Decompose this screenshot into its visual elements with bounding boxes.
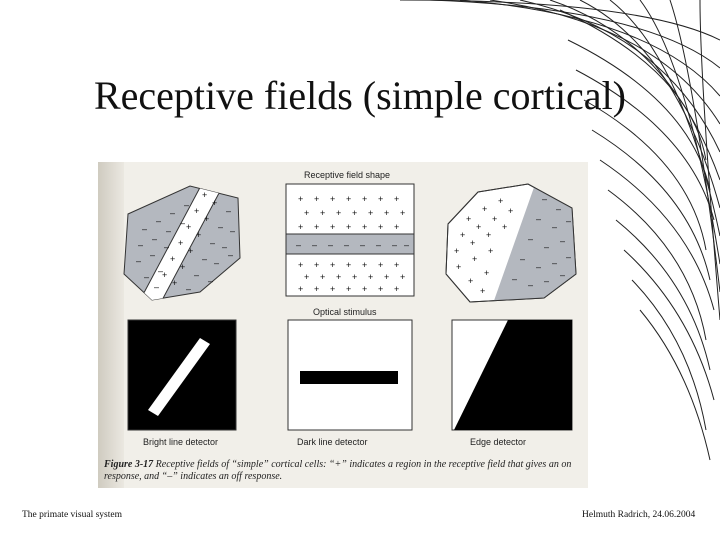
on-mark: +	[304, 208, 310, 218]
on-mark: +	[314, 222, 320, 232]
on-mark: +	[394, 194, 400, 204]
on-mark: +	[378, 260, 384, 270]
on-mark: +	[394, 284, 400, 294]
off-mark: –	[144, 272, 150, 282]
figure-number: Figure 3-17	[104, 459, 154, 470]
footer-right: Helmuth Radrich, 24.06.2004	[582, 510, 696, 520]
figure-caption-text: Receptive fields of “simple” cortical cells: “+” indicates a region in the receptive field that gives an on response, and “–” indicates an off response.	[104, 459, 572, 482]
off-mark: –	[556, 204, 562, 214]
optical-stimulus-label: Optical stimulus	[313, 307, 377, 317]
on-mark: +	[346, 222, 352, 232]
off-mark: –	[544, 276, 550, 286]
off-mark: –	[166, 226, 172, 236]
receptive-field-shape-label: Receptive field shape	[304, 170, 391, 180]
off-mark: –	[566, 252, 572, 262]
on-mark: +	[456, 262, 462, 272]
on-mark: +	[400, 272, 406, 282]
stimulus-edge	[452, 320, 572, 430]
on-mark: +	[298, 284, 304, 294]
receptive-field-middle	[286, 184, 414, 296]
on-mark: +	[188, 246, 194, 256]
on-mark: +	[352, 208, 358, 218]
receptive-field-left	[124, 180, 240, 304]
on-mark: +	[298, 222, 304, 232]
off-mark: –	[520, 254, 526, 264]
on-mark: +	[162, 270, 168, 280]
off-mark: –	[512, 274, 518, 284]
off-mark: –	[156, 216, 162, 226]
off-mark: –	[344, 240, 350, 250]
off-mark: –	[536, 214, 542, 224]
off-mark: –	[154, 282, 160, 292]
off-mark: –	[544, 242, 550, 252]
off-mark: –	[376, 240, 382, 250]
on-mark: +	[378, 194, 384, 204]
on-mark: +	[488, 246, 494, 256]
on-mark: +	[368, 272, 374, 282]
off-mark: –	[404, 240, 410, 250]
off-mark: –	[184, 200, 190, 210]
on-mark: +	[454, 246, 460, 256]
on-mark: +	[362, 222, 368, 232]
on-mark: +	[298, 194, 304, 204]
on-mark: +	[212, 198, 218, 208]
off-mark: –	[138, 240, 144, 250]
on-mark: +	[362, 260, 368, 270]
on-mark: +	[330, 222, 336, 232]
on-mark: +	[470, 238, 476, 248]
on-mark: +	[336, 272, 342, 282]
on-mark: +	[346, 194, 352, 204]
off-mark: –	[542, 194, 548, 204]
on-mark: +	[320, 208, 326, 218]
on-mark: +	[320, 272, 326, 282]
on-mark: +	[466, 214, 472, 224]
on-mark: +	[460, 230, 466, 240]
off-mark: –	[150, 250, 156, 260]
on-mark: +	[368, 208, 374, 218]
on-mark: +	[172, 278, 178, 288]
receptive-field-right	[446, 176, 588, 312]
off-mark: –	[180, 218, 186, 228]
off-mark: –	[552, 222, 558, 232]
off-mark: –	[360, 240, 366, 250]
on-mark: +	[508, 206, 514, 216]
off-mark: –	[158, 266, 164, 276]
off-mark: –	[222, 242, 228, 252]
on-mark: +	[384, 272, 390, 282]
on-mark: +	[476, 222, 482, 232]
on-mark: +	[362, 194, 368, 204]
on-mark: +	[486, 230, 492, 240]
off-mark: –	[194, 270, 200, 280]
off-mark: –	[528, 234, 534, 244]
off-mark: –	[566, 216, 572, 226]
on-mark: +	[482, 204, 488, 214]
panel-label-dark-line: Dark line detector	[297, 437, 368, 447]
off-mark: –	[136, 256, 142, 266]
panel-label-bright-line: Bright line detector	[143, 437, 219, 447]
on-mark: +	[362, 284, 368, 294]
on-mark: +	[378, 222, 384, 232]
on-mark: +	[498, 196, 504, 206]
on-mark: +	[468, 276, 474, 286]
off-mark: –	[528, 280, 534, 290]
on-mark: +	[400, 208, 406, 218]
on-mark: +	[346, 260, 352, 270]
on-mark: +	[336, 208, 342, 218]
on-mark: +	[330, 194, 336, 204]
on-mark: +	[170, 254, 176, 264]
off-mark: –	[536, 262, 542, 272]
on-mark: +	[298, 260, 304, 270]
off-mark: –	[142, 224, 148, 234]
off-mark: –	[210, 238, 216, 248]
off-mark: –	[202, 254, 208, 264]
on-mark: +	[330, 284, 336, 294]
stimulus-dark-line	[288, 320, 412, 430]
on-mark: +	[480, 286, 486, 296]
off-mark: –	[164, 242, 170, 252]
on-mark: +	[178, 238, 184, 248]
on-mark: +	[492, 214, 498, 224]
on-mark: +	[194, 206, 200, 216]
on-mark: +	[204, 214, 210, 224]
on-mark: +	[502, 222, 508, 232]
off-mark: –	[170, 208, 176, 218]
slide-title: Receptive fields (simple cortical)	[93, 73, 626, 118]
off-mark: –	[208, 276, 214, 286]
off-mark: –	[392, 240, 398, 250]
on-mark: +	[472, 254, 478, 264]
off-mark: –	[218, 222, 224, 232]
panel-label-edge: Edge detector	[470, 437, 527, 447]
off-mark: –	[226, 206, 232, 216]
on-mark: +	[378, 284, 384, 294]
on-mark: +	[202, 190, 208, 200]
off-mark: –	[560, 236, 566, 246]
on-mark: +	[304, 272, 310, 282]
footer-left: The primate visual system	[22, 510, 122, 520]
off-mark: –	[312, 240, 318, 250]
off-mark: –	[214, 258, 220, 268]
on-mark: +	[394, 260, 400, 270]
off-mark: –	[230, 226, 236, 236]
on-mark: +	[330, 260, 336, 270]
on-mark: +	[180, 262, 186, 272]
off-mark: –	[186, 284, 192, 294]
off-mark: –	[328, 240, 334, 250]
on-mark: +	[186, 222, 192, 232]
stimulus-bright-line	[128, 320, 236, 430]
on-mark: +	[484, 268, 490, 278]
off-mark: –	[296, 240, 302, 250]
off-mark: –	[152, 234, 158, 244]
on-mark: +	[384, 208, 390, 218]
on-mark: +	[314, 194, 320, 204]
figure-caption	[104, 459, 584, 483]
on-mark: +	[196, 230, 202, 240]
off-mark: –	[552, 258, 558, 268]
off-mark: –	[560, 270, 566, 280]
off-mark: –	[228, 250, 234, 260]
on-mark: +	[346, 284, 352, 294]
on-mark: +	[314, 260, 320, 270]
on-mark: +	[394, 222, 400, 232]
on-mark: +	[352, 272, 358, 282]
on-mark: +	[314, 284, 320, 294]
